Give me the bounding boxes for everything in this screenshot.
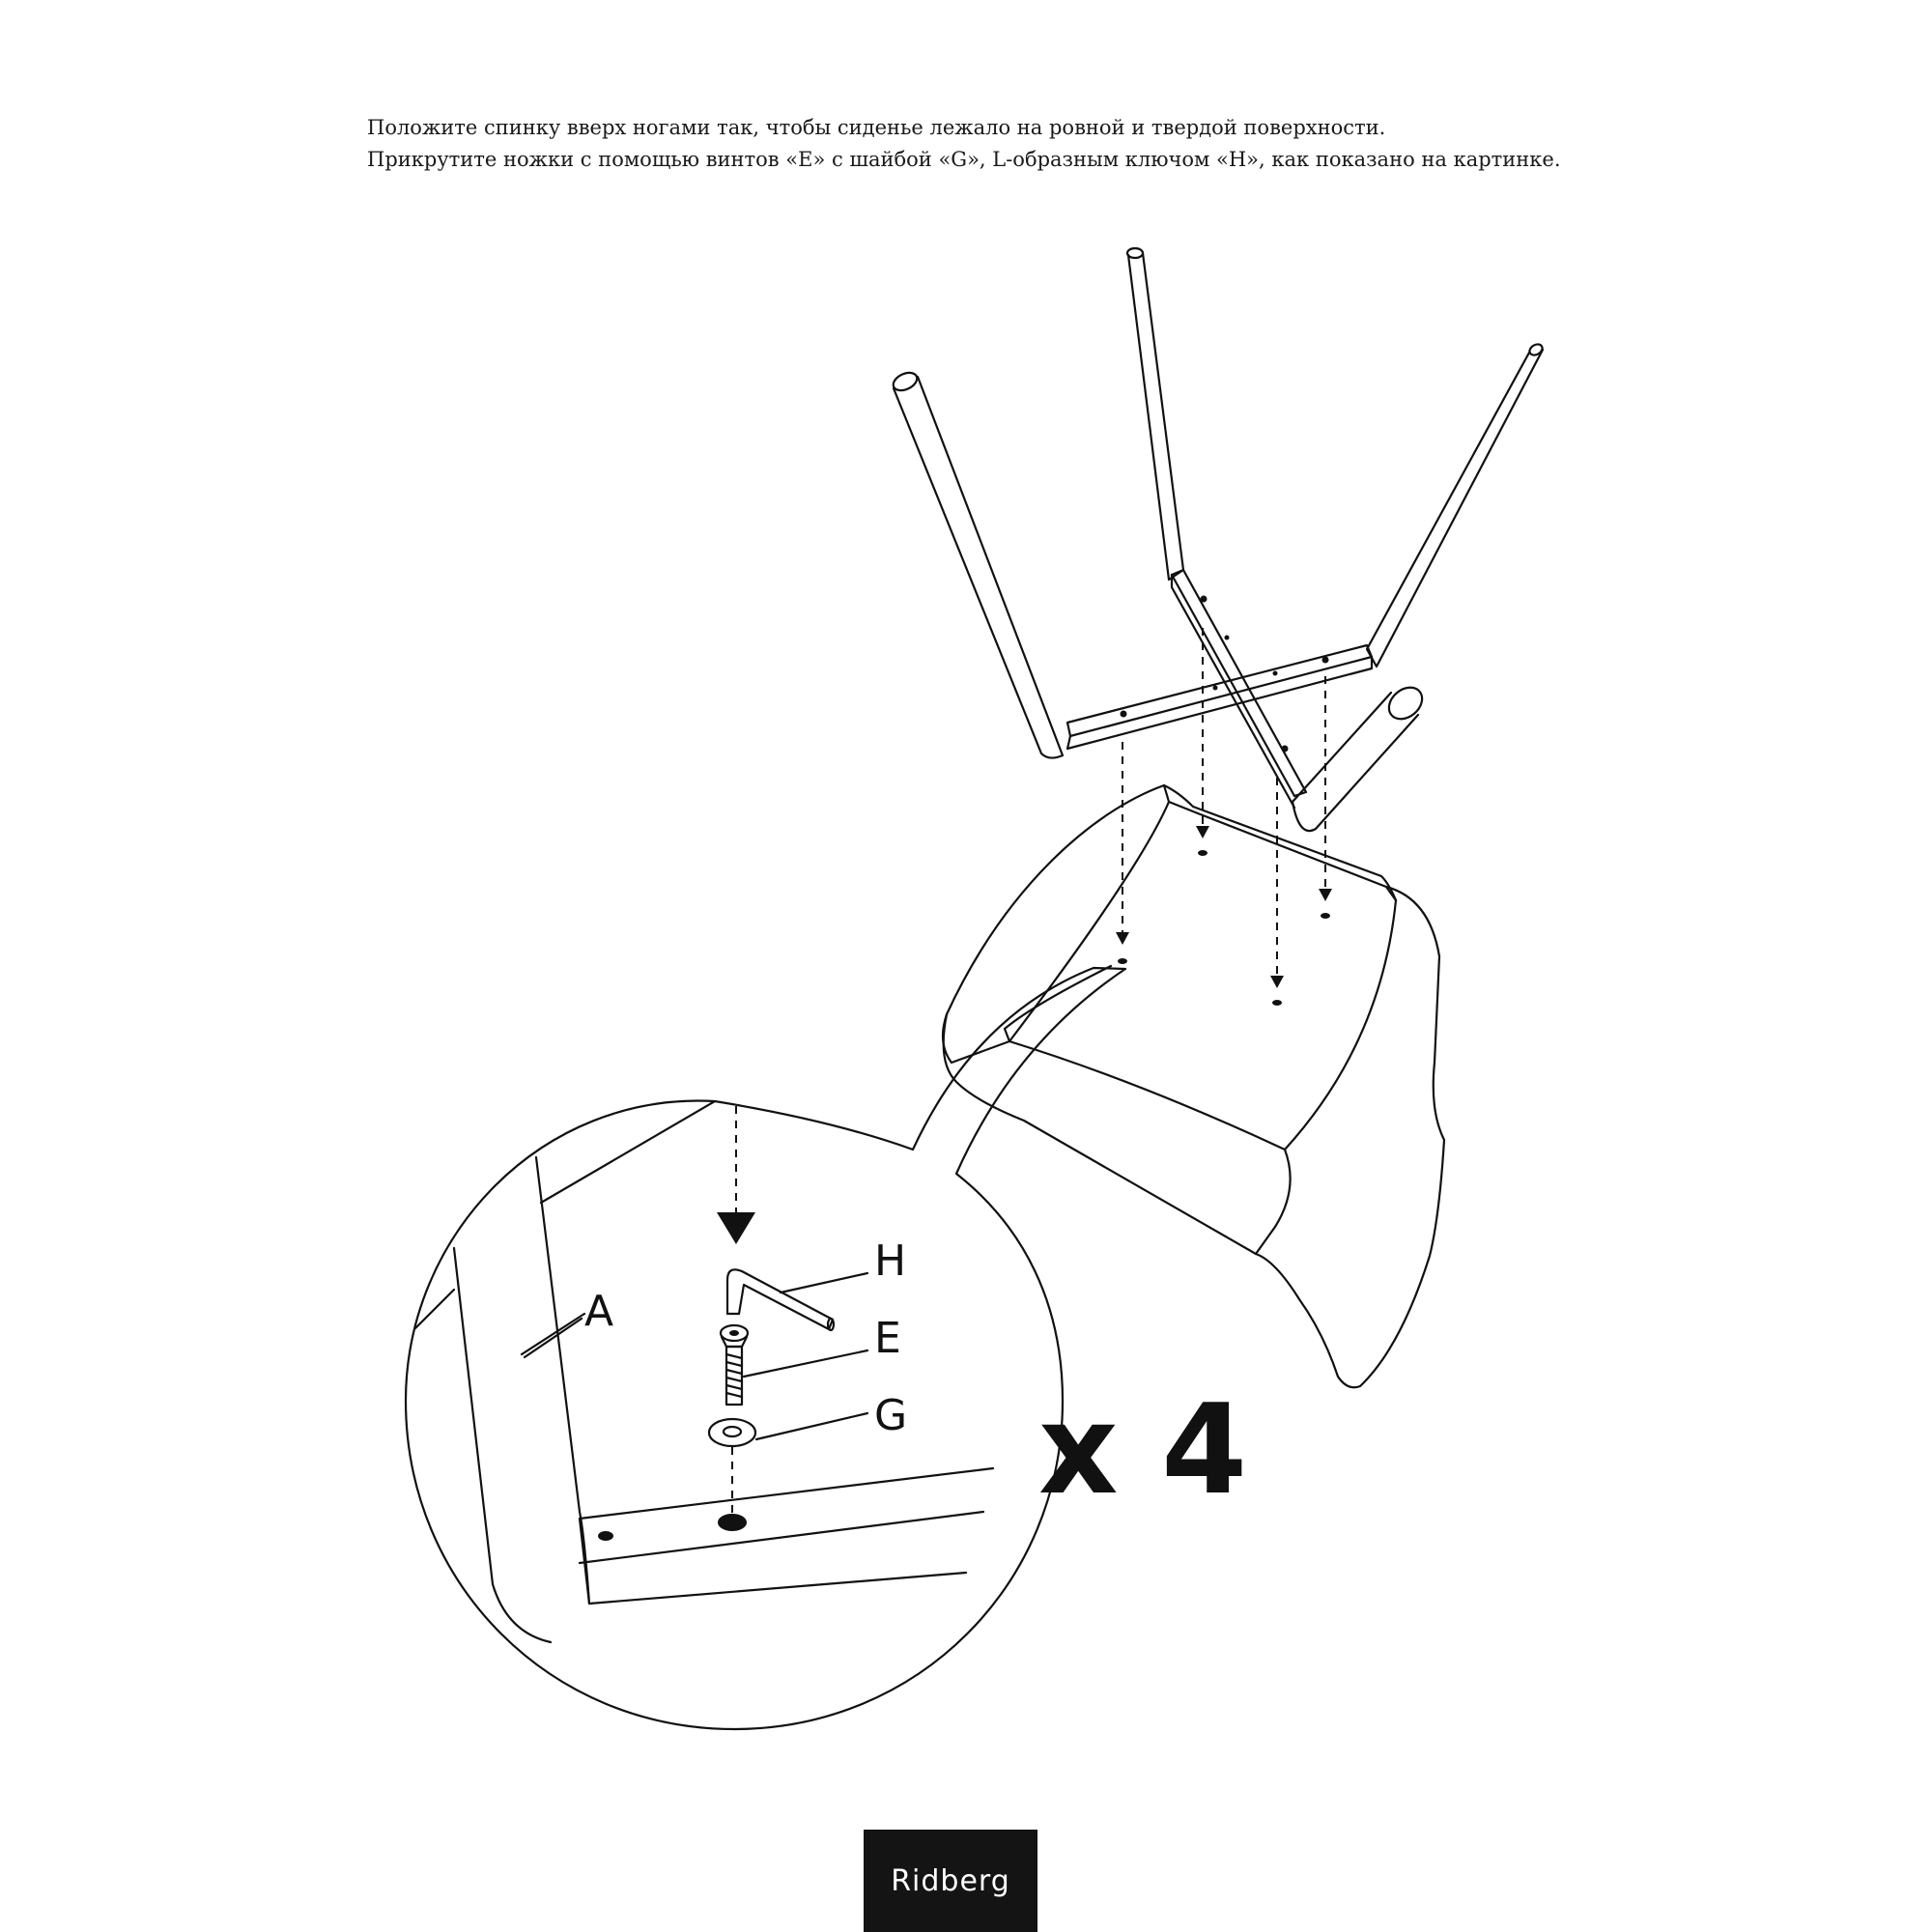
brand-logo bbox=[864, 1830, 1037, 1932]
brand-name: Ridberg bbox=[891, 1863, 1010, 1898]
detail-seat-edge bbox=[415, 1101, 993, 1642]
leg-front bbox=[1293, 681, 1429, 831]
callout-h: H bbox=[874, 1236, 907, 1286]
leg-frame bbox=[891, 248, 1545, 831]
insert-arrow bbox=[717, 1212, 755, 1244]
leg-back bbox=[1127, 248, 1183, 580]
quantity-label: x 4 bbox=[1038, 1378, 1248, 1522]
crossbar-short bbox=[1172, 570, 1306, 808]
callout-g: G bbox=[874, 1391, 908, 1440]
detail-magnifier bbox=[406, 968, 1125, 1729]
callout-e: E bbox=[874, 1314, 901, 1363]
instruction-line-2: Прикрутите ножки с помощью винтов «E» с шайбой «G», L-образным ключом «H», как показано на картинке. bbox=[367, 148, 1561, 171]
washer-icon bbox=[709, 1419, 755, 1446]
screw-icon bbox=[721, 1325, 748, 1405]
seat-shell bbox=[943, 785, 1444, 1387]
leg-right bbox=[1367, 342, 1545, 667]
instruction-line-1: Положите спинку вверх ногами так, чтобы сиденье лежало на ровной и твердой поверхности. bbox=[367, 116, 1386, 139]
leg-left bbox=[891, 369, 1063, 757]
hex-key-icon bbox=[727, 1269, 834, 1330]
callout-a: A bbox=[584, 1287, 614, 1336]
